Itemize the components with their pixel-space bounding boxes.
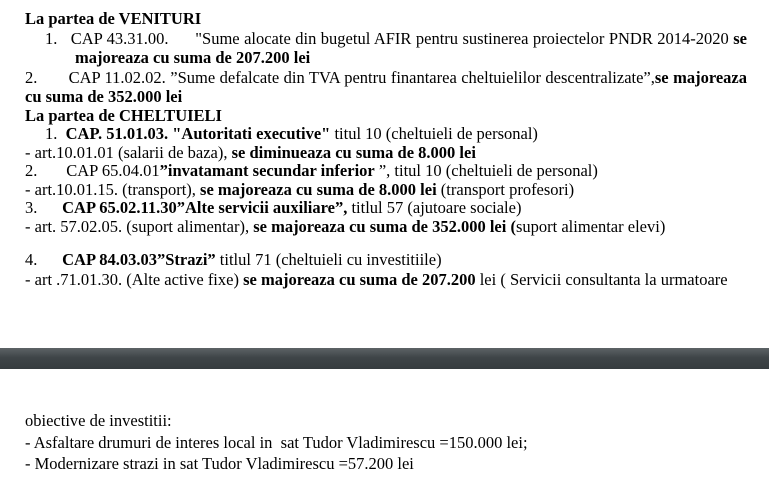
- cheltuieli-item3-seg-1: CAP 65.02.11.30”Alte servicii auxiliare”,: [62, 198, 348, 217]
- cheltuieli-item1-art-seg-1: se diminueaza cu suma de 8.000 lei: [231, 143, 476, 162]
- venituri-item1-line2-seg-0: majoreaza cu suma de 207.200 lei: [75, 48, 311, 67]
- cheltuieli-item4: [25, 250, 442, 269]
- objective-asfaltare-seg-0: - Asfaltare drumuri de interes local in sat Tudor Vladimirescu =150.000 lei;: [25, 433, 528, 452]
- cheltuieli-item4-seg-0: 4.: [25, 250, 63, 269]
- venituri-item1-line1-seg-0: 1. CAP 43.31.00. "Sume alocate din bugetul AFIR pentru sustinerea proiectelor PNDR 2014-2020: [45, 29, 734, 48]
- venituri-item2-line2: [25, 87, 182, 106]
- cheltuieli-item2-art: [25, 180, 574, 199]
- cheltuieli-item2-seg-2: ”, titul 10 (cheltuieli de personal): [374, 161, 598, 180]
- objective-asfaltare: [25, 433, 528, 452]
- cheltuieli-item4-art-seg-2: lei ( Servicii consultanta la urmatoare: [475, 270, 728, 289]
- cheltuieli-item3: [25, 198, 521, 217]
- cheltuieli-item4-art-seg-1: se majoreaza cu suma de 207.200: [243, 270, 476, 289]
- cheltuieli-item1-art: [25, 143, 476, 162]
- venituri-item2-line1-seg-1: se majoreaza: [654, 68, 748, 87]
- objectives-intro: [25, 411, 172, 430]
- cheltuieli-item3-art-seg-2: suport alimentar elevi): [515, 217, 666, 236]
- cheltuieli-item4-seg-2: titlul 71 (cheltuieli cu investitiile): [215, 250, 442, 269]
- cheltuieli-item2-seg-1: ”invatamant secundar inferior: [159, 161, 375, 180]
- cheltuieli-item2: [25, 161, 598, 180]
- venituri-heading: [25, 9, 201, 28]
- venituri-heading-seg-0: La partea de VENITURI: [25, 9, 202, 28]
- venituri-item2-line2-seg-0: cu suma de 352.000 lei: [25, 87, 183, 106]
- cheltuieli-item2-art-seg-1: se majoreaza cu suma de 8.000 lei: [200, 180, 437, 199]
- cheltuieli-item2-art-seg-2: (transport profesori): [436, 180, 575, 199]
- cheltuieli-item4-art-seg-0: - art .71.01.30. (Alte active fixe): [25, 270, 244, 289]
- cheltuieli-item1-art-seg-0: - art.10.01.01 (salarii de baza),: [25, 143, 232, 162]
- objective-modernizare-seg-0: - Modernizare strazi in sat Tudor Vladimirescu =57.200 lei: [25, 454, 414, 473]
- cheltuieli-item4-art: [25, 270, 728, 289]
- cheltuieli-heading: [25, 106, 222, 125]
- cheltuieli-heading-seg-0: La partea de CHELTUIELI: [25, 106, 222, 125]
- cheltuieli-item2-art-seg-0: - art.10.01.15. (transport),: [25, 180, 201, 199]
- objective-modernizare: [25, 454, 414, 473]
- cheltuieli-item3-seg-2: titlul 57 (ajutoare sociale): [347, 198, 522, 217]
- cheltuieli-item3-art: [25, 217, 665, 236]
- venituri-item1-line1-seg-1: se: [733, 29, 747, 48]
- cheltuieli-item4-seg-1: CAP 84.03.03”Strazi”: [62, 250, 216, 269]
- cheltuieli-item3-art-seg-1: se majoreaza cu suma de 352.000 lei (: [253, 217, 516, 236]
- cheltuieli-item1: [45, 124, 538, 143]
- venituri-item2-line1-seg-0: 2. CAP 11.02.02. ”Sume defalcate din TVA pentru finantarea cheltuielilor descentralizate”,: [25, 68, 655, 87]
- section-divider-bar: [0, 348, 769, 369]
- cheltuieli-item1-seg-0: 1.: [45, 124, 66, 143]
- venituri-item1-line2: [75, 48, 310, 67]
- cheltuieli-item3-art-seg-0: - art. 57.02.05. (suport alimentar),: [25, 217, 254, 236]
- cheltuieli-item1-seg-1: CAP. 51.01.03. "Autoritati executive": [65, 124, 331, 143]
- cheltuieli-item1-seg-2: titul 10 (cheltuieli de personal): [330, 124, 538, 143]
- cheltuieli-item3-seg-0: 3.: [25, 198, 63, 217]
- venituri-item1-line1: [45, 29, 747, 48]
- objectives-intro-seg-0: obiective de investitii:: [25, 411, 172, 430]
- cheltuieli-item2-seg-0: 2. CAP 65.04.01: [25, 161, 160, 180]
- venituri-item2-line1: [25, 68, 747, 87]
